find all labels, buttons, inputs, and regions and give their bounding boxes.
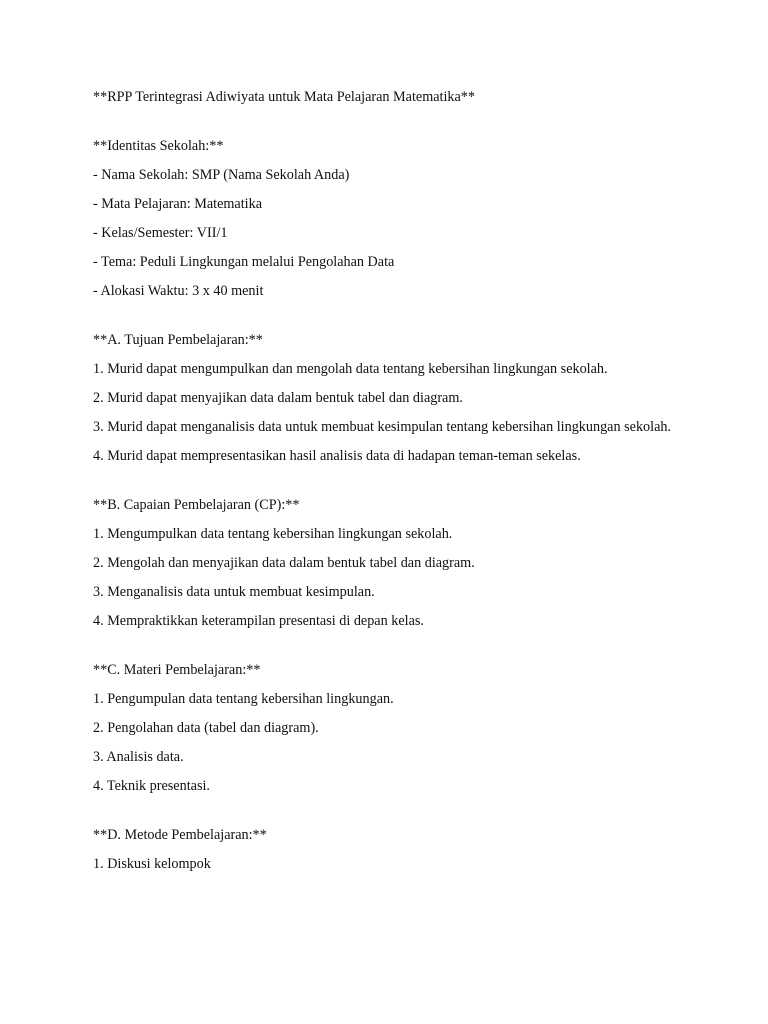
- identity-item: - Tema: Peduli Lingkungan melalui Pengolahan Data: [93, 254, 395, 270]
- materi-section: [93, 660, 683, 796]
- capaian-item: 3. Menganalisis data untuk membuat kesimpulan.: [93, 584, 375, 600]
- materi-item: 1. Pengumpulan data tentang kebersihan lingkungan.: [93, 691, 394, 707]
- capaian-item: 1. Mengumpulkan data tentang kebersihan lingkungan sekolah.: [93, 526, 453, 542]
- identity-item: - Alokasi Waktu: 3 x 40 menit: [93, 283, 264, 299]
- identity-item: - Kelas/Semester: VII/1: [93, 225, 228, 241]
- capaian-heading: **B. Capaian Pembelajaran (CP):**: [93, 497, 300, 513]
- materi-item: 4. Teknik presentasi.: [93, 778, 210, 794]
- tujuan-item: 1. Murid dapat mengumpulkan dan mengolah data tentang kebersihan lingkungan sekolah.: [93, 361, 608, 377]
- identity-item: - Mata Pelajaran: Matematika: [93, 196, 262, 212]
- capaian-item: 2. Mengolah dan menyajikan data dalam bentuk tabel dan diagram.: [93, 555, 475, 571]
- capaian-item: 4. Mempraktikkan keterampilan presentasi di depan kelas.: [93, 613, 424, 629]
- document-title: **RPP Terintegrasi Adiwiyata untuk Mata Pelajaran Matematika**: [93, 89, 475, 105]
- metode-heading: **D. Metode Pembelajaran:**: [93, 827, 267, 843]
- tujuan-heading: **A. Tujuan Pembelajaran:**: [93, 332, 263, 348]
- tujuan-item: 2. Murid dapat menyajikan data dalam bentuk tabel dan diagram.: [93, 390, 463, 406]
- identity-item: - Nama Sekolah: SMP (Nama Sekolah Anda): [93, 167, 350, 183]
- title-section: [93, 87, 683, 107]
- document-page: [93, 87, 683, 874]
- metode-section: [93, 825, 683, 874]
- materi-heading: **C. Materi Pembelajaran:**: [93, 662, 261, 678]
- tujuan-item: 4. Murid dapat mempresentasikan hasil analisis data di hadapan teman-teman sekelas.: [93, 448, 581, 464]
- capaian-section: [93, 495, 683, 631]
- identity-section: [93, 136, 683, 301]
- identity-heading: **Identitas Sekolah:**: [93, 138, 224, 154]
- metode-item: 1. Diskusi kelompok: [93, 856, 211, 872]
- materi-item: 2. Pengolahan data (tabel dan diagram).: [93, 720, 319, 736]
- tujuan-section: [93, 330, 683, 466]
- tujuan-item: 3. Murid dapat menganalisis data untuk membuat kesimpulan tentang kebersihan lingkungan sekolah.: [93, 419, 672, 435]
- materi-item: 3. Analisis data.: [93, 749, 184, 765]
